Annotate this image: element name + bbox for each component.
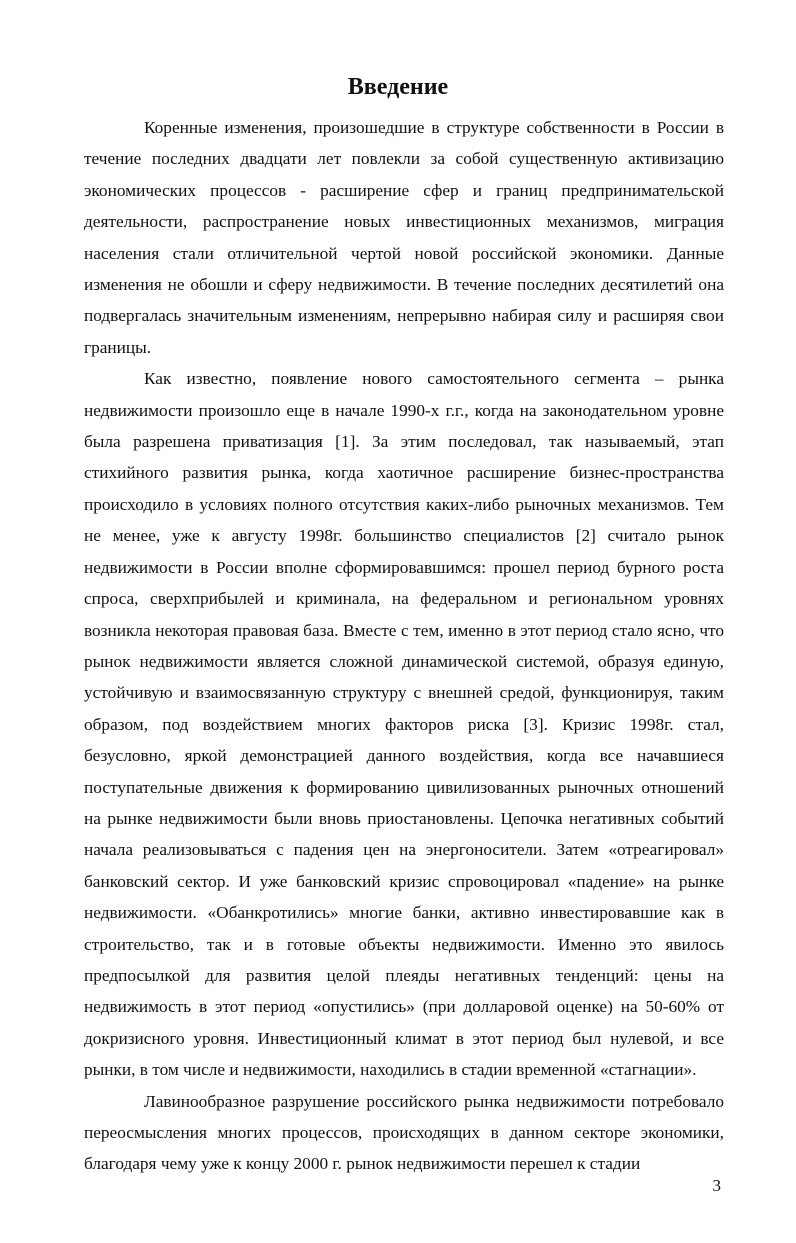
paragraph-intro: Коренные изменения, произошедшие в структуре собственности в России в течение последних двадцати лет повлекли за собой существенную активизацию экономических процессов - расширение сфер и границ предпринимательской деятельности, распространение новых инвестиционных механизмов, миграция населения стали отличительной чертой новой российской экономики. Данные изменения не обошли и сферу недвижимости. В течение последних десятилетий она подвергалась значительным изменениям, непрерывно набирая силу и расширяя свои границы. xyxy=(84,118,724,357)
paragraph-market-collapse: Лавинообразное разрушение российского рынка недвижимости потребовало переосмысления многих процессов, происходящих в данном секторе экономики, благодаря чему уже к концу 2000 г. рынок недвижимости перешел к стадии xyxy=(84,1091,724,1174)
paragraph-market-history: Как известно, появление нового самостоятельного сегмента – рынка недвижимости произошло еще в начале 1990-х г.г., когда на законодательном уровне была разрешена приватизация [1]. За этим последовал, так называемый, этап стихийного развития рынка, когда хаотичное расширение бизнес-пространства происходило в условиях полного отсутствия каких-либо рыночных механизмов. Тем не менее, уже к августу 1998г. большинство специалистов [2] считало рынок недвижимости в России вполне сформировавшимся: прошел период бурного роста спроса, сверхприбылей и криминала, на федеральном и региональном уровнях возникла некоторая правовая база. Вместе с тем, именно в этот период стало ясно, что рынок недвижимости является сложной динамической системой, образуя единую, устойчивую и взаимосвязанную структуру с внешней средой, функционируя, таким образом, под воздействием многих факторов риска [3]. Кризис 1998г. стал, безусловно, яркой демонстрацией данного воздействия, когда все начавшиеся поступательные движения к формированию цивилизованных рыночных отношений на рынке недвижимости были вновь приостановлены. Цепочка негативных событий начала реализовываться с падения цен на энергоносители. Затем «отреагировал» банковский сектор. И уже банковский кризис спровоцировал «падение» на рынке недвижимости. «Обанкротились» многие банки, активно инвестировавшие как в строительство, так и в готовые объекты недвижимости. Именно это явилось предпосылкой для развития целой плеяды негативных тенденций: цены на недвижимость в этот период «опустились» (при долларовой оценке) на 50-60% от докризисного уровня. Инвестиционный климат в этот период был нулевой, и все рынки, в том числе и недвижимости, находились в стадии временной «стагнации». xyxy=(84,369,724,1080)
page-title: Введение xyxy=(347,74,449,100)
page-number: 3 xyxy=(712,1176,721,1195)
document-body xyxy=(84,112,724,1180)
